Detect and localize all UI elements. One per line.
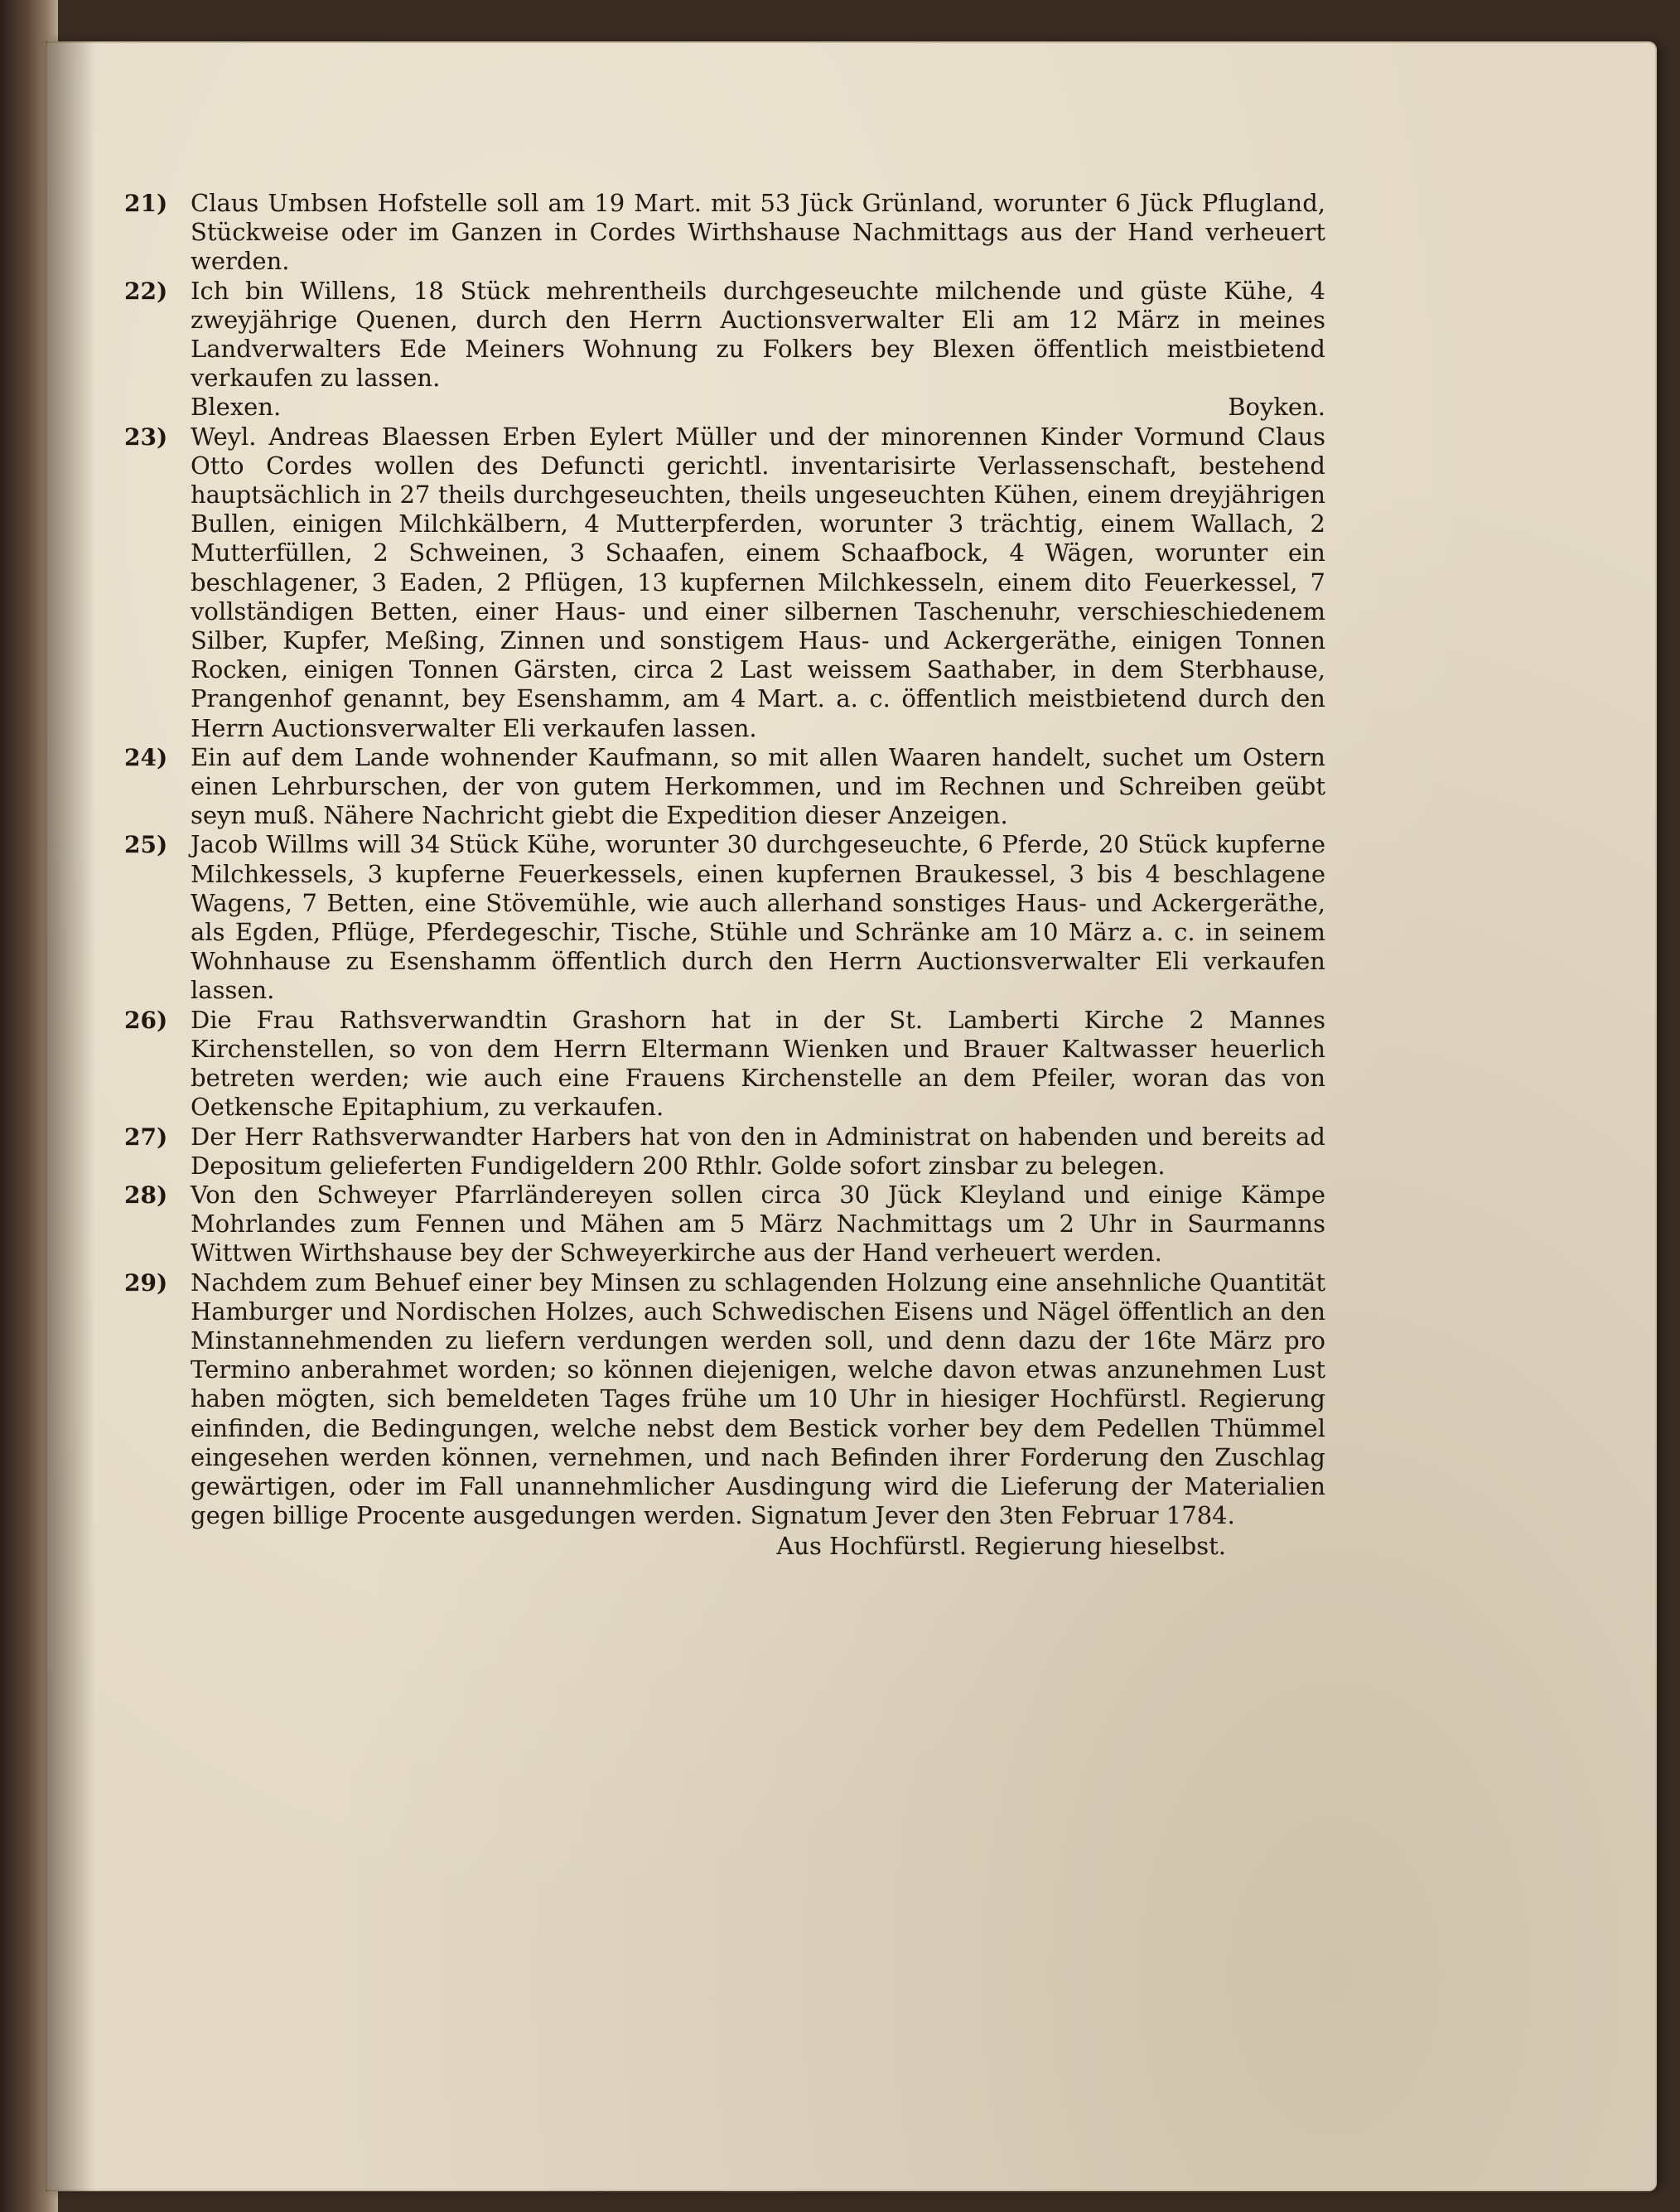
entry-22 [124, 277, 1325, 394]
entry-27 [124, 1123, 1325, 1181]
entry-number: 21) [124, 190, 168, 217]
entry-number: 28) [124, 1181, 168, 1209]
entry-text: Ich bin Willens, 18 Stück mehrentheils durchgeseuchte milchende und güste Kühe, 4 zweyjährige Quenen, durch den Herrn Auctionsverwalter Eli am 12 März in meines Landverwalters Ede Meiners Wohnung zu Folkers bey Blexen öffentlich meistbietend verkaufen zu lassen. [191, 276, 1325, 393]
entry-number: 22) [124, 277, 168, 305]
entry-number: 25) [124, 831, 168, 859]
entry-28 [124, 1181, 1325, 1268]
entry-29 [124, 1268, 1325, 1531]
entry-text: Der Herr Rathsverwandter Harbers hat von den in Administrat on habenden und bereits ad Depositum gelieferten Fundigeldern 200 Rthlr. Golde sofort zinsbar zu belegen. [191, 1122, 1325, 1180]
entry-22-signature [124, 393, 1325, 422]
entry-24 [124, 743, 1325, 831]
entry-26 [124, 1006, 1325, 1123]
entry-text: Claus Umbsen Hofstelle soll am 19 Mart. mit 53 Jück Grünland, worunter 6 Jück Pflugland, Stückweise oder im Ganzen in Cordes Wirthshause Nachmittags aus der Hand verheuert werden. [191, 189, 1325, 276]
entry-text: Die Frau Rathsverwandtin Grashorn hat in der St. Lamberti Kirche 2 Mannes Kirchenstellen, so von dem Herrn Eltermann Wienken und Brauer Kaltwasser heuerlich betreten werden; wie auch eine Frauens Kirchenstelle an dem Pfeiler, woran das von Oetkensche Epitaphium, zu verkaufen. [191, 1005, 1325, 1122]
page-fold-shadow [46, 41, 95, 2191]
issuer-signature: Aus Hochfürstl. Regierung hieselbst. [776, 1532, 1226, 1561]
entry-25 [124, 830, 1325, 1005]
signature-name: Boyken. [1228, 393, 1325, 422]
entry-number: 24) [124, 743, 168, 771]
entry-number: 26) [124, 1006, 168, 1034]
entry-text: Weyl. Andreas Blaessen Erben Eylert Müller und der minorennen Kinder Vormund Claus Otto Cordes wollen des Defuncti gerichtl. inventarisirte Verlassenschaft, bestehend hauptsächlich in 27 theils durchgeseuchten, theils ungeseuchten Kühen, einem dreyjährigen Bullen, einigen Milchkälbern, 4 Mutterpferden, worunter 3 trächtig, einem Wallach, 2 Mutterfüllen, 2 Schweinen, 3 Schaafen, einem Schaafbock, 4 Wägen, worunter ein beschlagener, 3 Eaden, 2 Pflügen, 13 kupfernen Milchkesseln, einem dito Feuerkessel, 7 vollständigen Betten, einer Haus- und einer silbernen Taschenuhr, verschieschiedenem Silber, Kupfer, Meßing, Zinnen und sonstigem Haus- und Ackergeräthe, einigen Tonnen Rocken, einigen Tonnen Gärsten, circa 2 Last weissem Saathaber, in dem Sterbhause, Prangenhof genannt, bey Esenshamm, am 4 Mart. a. c. öffentlich meistbietend durch den Herrn Auctionsverwalter Eli verkaufen lassen. [191, 422, 1325, 742]
entry-text: Jacob Willms will 34 Stück Kühe, worunter 30 durchgeseuchte, 6 Pferde, 20 Stück kupferne Milchkessels, 3 kupferne Feuerkessels, einen kupfernen Braukessel, 3 bis 4 beschlagene Wagens, 7 Betten, eine Stövemühle, wie auch allerhand sonstiges Haus- und Ackergeräthe, als Egden, Pflüge, Pferdegeschir, Tische, Stühle und Schränke am 10 März a. c. in seinem Wohnhause zu Esenshamm öffentlich durch den Herrn Auctionsverwalter Eli verkaufen lassen. [191, 830, 1325, 1005]
signature-place: Blexen. [191, 393, 282, 422]
entry-number: 27) [124, 1123, 168, 1151]
entry-23 [124, 423, 1325, 743]
advertisements-column [124, 189, 1325, 1562]
entry-text: Nachdem zum Behuef einer bey Minsen zu schlagenden Holzung eine ansehnliche Quantität Hamburger und Nordischen Holzes, auch Schwedischen Eisens und Nägel öffentlich an den Minstannehmenden zu liefern verdungen werden soll, und denn dazu der 16te März pro Termino anberahmet worden; so können diejenigen, welche davon etwas anzunehmen Lust haben mögten, sich bemeldeten Tages frühe um 10 Uhr in hiesiger Hochfürstl. Regierung einfinden, die Bedingungen, welche nebst dem Bestick vorher bey dem Pedellen Thümmel eingesehen werden können, vernehmen, und nach Befinden ihrer Forderung den Zuschlag gewärtigen, oder im Fall unannehmlicher Ausdingung wird die Lieferung der Materialien gegen billige Procente ausgedungen werden. Signatum Jever den 3ten Februar 1784. [191, 1268, 1325, 1530]
entry-text: Von den Schweyer Pfarrländereyen sollen circa 30 Jück Kleyland und einige Kämpe Mohrlandes zum Fennen und Mähen am 5 März Nachmittags um 2 Uhr in Saurmanns Wittwen Wirthshause bey der Schweyerkirche aus der Hand verheuert werden. [191, 1180, 1325, 1268]
entry-text: Ein auf dem Lande wohnender Kaufmann, so mit allen Waaren handelt, suchet um Ostern einen Lehrburschen, der von gutem Herkommen, und im Rechnen und Schreiben geübt seyn muß. Nähere Nachricht giebt die Expedition dieser Anzeigen. [191, 742, 1325, 830]
entry-21 [124, 189, 1325, 277]
entry-number: 23) [124, 423, 168, 451]
entry-number: 29) [124, 1268, 168, 1297]
